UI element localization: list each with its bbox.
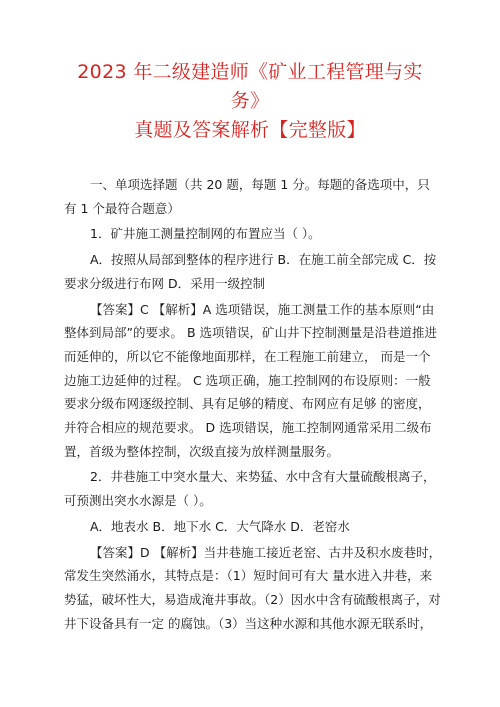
document-body [64,173,442,635]
question-1-options: A．按照从局部到整体的程序进行 B．在施工前全部完成 C．按 要求分级进行布网 D．采用一级控制 [64,252,437,291]
section-heading-line-2: 有 1 个最符合题意） [64,200,180,216]
question-2-answer: 【答案】D 【解析】当井巷施工接近老窑、古井及积水废巷时， 常发生突然涌水，其特点是：（1）短时间可有大 量水进入井巷，来 势猛，破坏性大，易造成淹井事故。（2）因水中含有硫酸根离子，对 井下设备具有一定 的腐蚀。（3）当这种水源和其他水源无联系时， [64,544,442,631]
section-heading-line-1: 一、单项选择题（共 20 题，每题 1 分。每题的备选项中，只 [90,177,430,192]
title-line-2: 真题及答案解析【完整版】 [134,119,366,141]
question-2-options: A．地表水 B．地下水 C．大气降水 D．老窑水 [90,518,350,534]
document-title [64,0,436,145]
question-1-stem: 1．矿井施工测量控制网的布置应当（ ）。 [90,226,321,242]
question-2-stem: 2．井巷施工中突水量大、来势猛、水中含有大量硫酸根离子， 可预测出突水水源是（ ）。 [64,469,436,509]
section-heading [64,173,436,220]
question-1-answer: 【答案】C 【解析】A 选项错误，施工测量工作的基本原则“由 整体到局部”的要求。 B 选项错误，矿山井下控制测量是沿巷道推进 而延伸的，所以它不能像地面那样，在工程施工前建立， 而是一个 边施工边延伸的过程。 C 选项正确，施工控制网的布设原则：一般 要求分级布网逐级控制、具有足够的精度、布网应有足够 的密度， 并符合相应的规范要求。 D 选项错误，施工控制网通常采用二级布 置，首级为整体控制，次级直接为放样测量服务。 [64,301,437,459]
title-line-1: 2023 年二级建造师《矿业工程管理与实务》 [77,61,423,112]
